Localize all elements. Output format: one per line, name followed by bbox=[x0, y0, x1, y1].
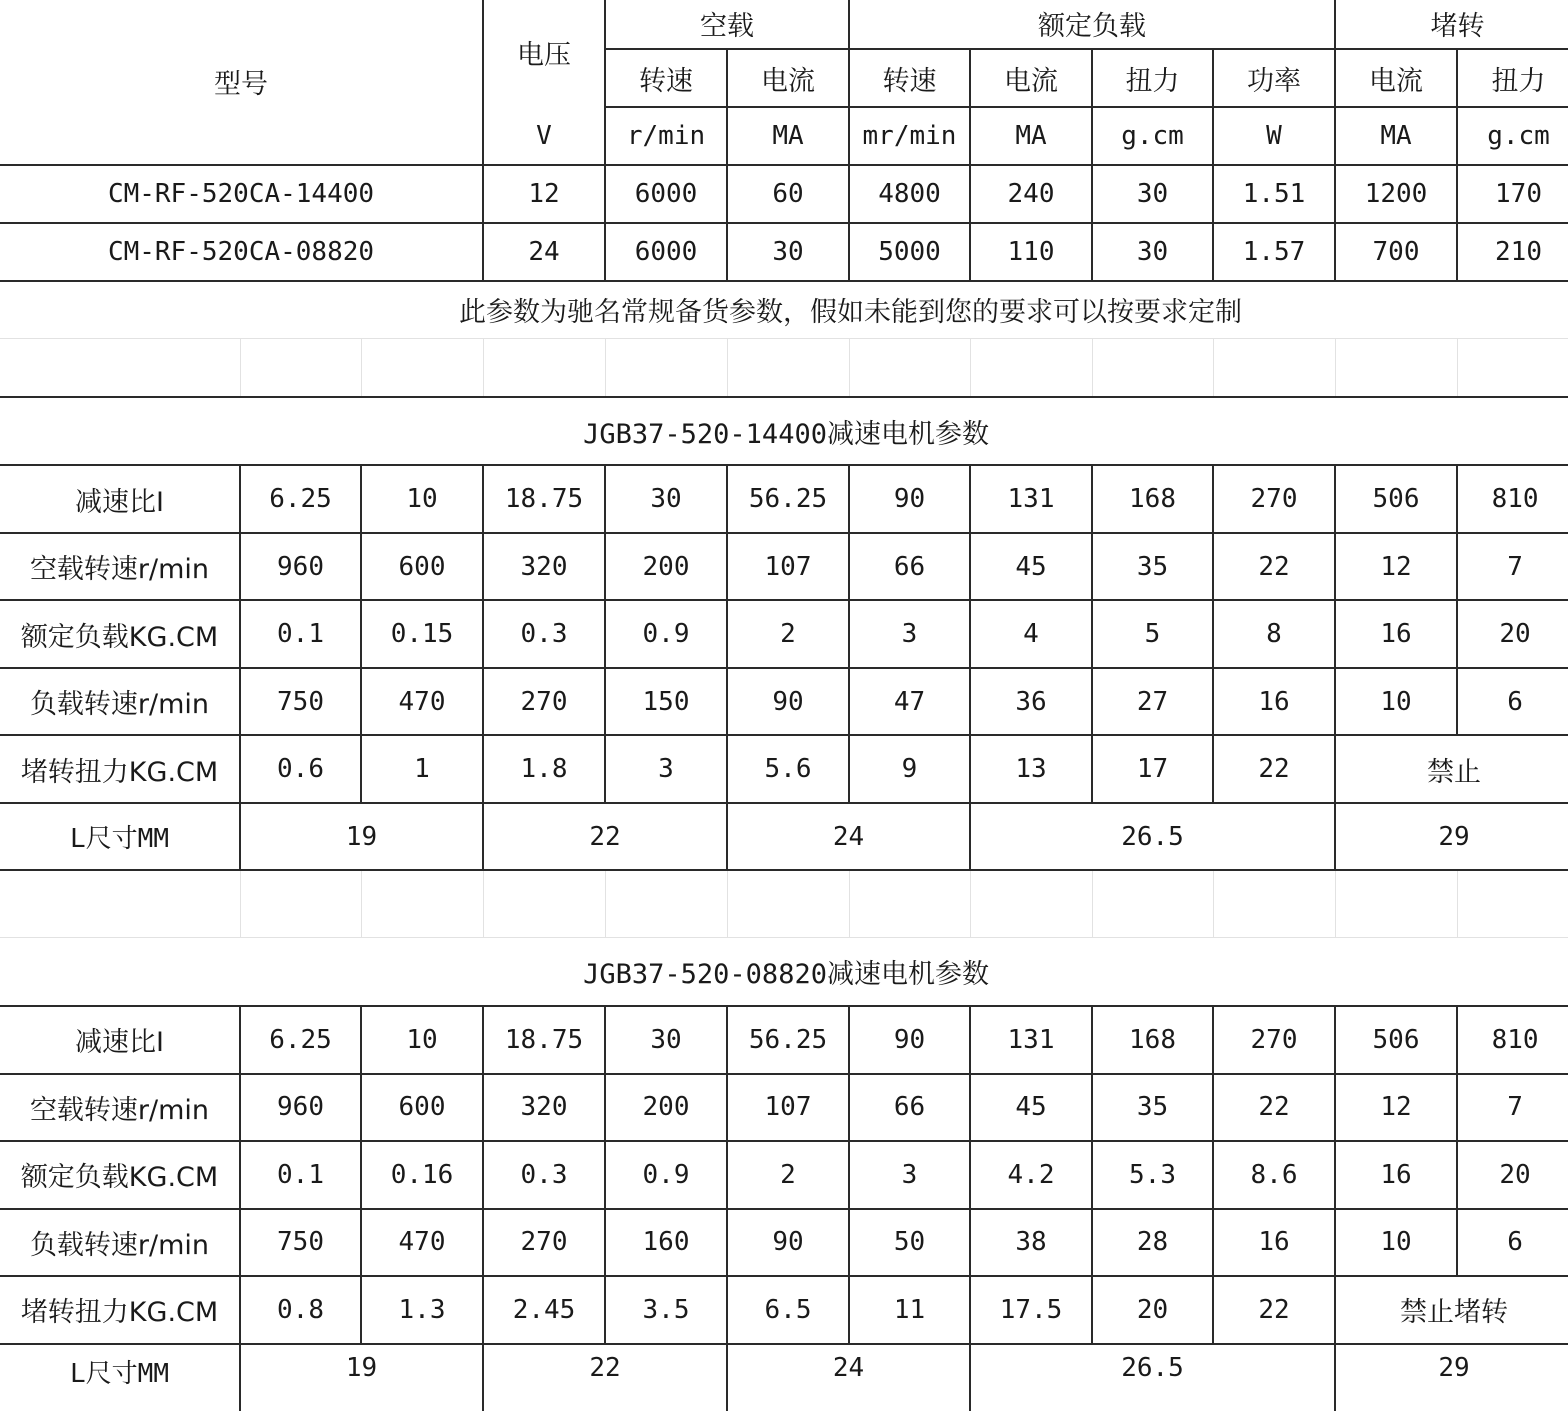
value-cell: 12 bbox=[483, 165, 605, 223]
value-cell: 90 bbox=[849, 465, 970, 533]
value-cell: 0.1 bbox=[240, 1141, 361, 1209]
value-cell: 50 bbox=[849, 1209, 970, 1276]
sub-rated-torque: 扭力 bbox=[1092, 49, 1213, 107]
header-rated-load: 额定负载 bbox=[849, 0, 1335, 49]
table-row bbox=[0, 223, 1568, 281]
table-row bbox=[0, 1141, 1568, 1209]
sub-noload-current: 电流 bbox=[727, 49, 849, 107]
value-cell: 22 bbox=[1213, 533, 1335, 600]
value-cell: 240 bbox=[970, 165, 1092, 223]
value-cell: 0.8 bbox=[240, 1276, 361, 1344]
size-cell: 19 bbox=[240, 1344, 483, 1411]
value-cell: 0.3 bbox=[483, 600, 605, 668]
table-row bbox=[0, 1276, 1568, 1344]
value-cell: 4.2 bbox=[970, 1141, 1092, 1209]
value-cell: 506 bbox=[1335, 1006, 1457, 1074]
value-cell: 270 bbox=[1213, 1006, 1335, 1074]
value-cell: 7 bbox=[1457, 1074, 1568, 1141]
value-cell: 3 bbox=[849, 600, 970, 668]
unit-noload-current: MA bbox=[727, 107, 849, 165]
value-cell: 11 bbox=[849, 1276, 970, 1344]
value-cell: 600 bbox=[361, 1074, 483, 1141]
value-cell: 6.5 bbox=[727, 1276, 849, 1344]
size-cell: 24 bbox=[727, 803, 970, 870]
value-cell: 20 bbox=[1092, 1276, 1213, 1344]
value-cell: 1.57 bbox=[1213, 223, 1335, 281]
value-cell: 60 bbox=[727, 165, 849, 223]
gear-table-title: JGB37-520-08820减速电机参数 bbox=[0, 938, 1568, 1006]
value-cell: 22 bbox=[1213, 1074, 1335, 1141]
value-cell: 30 bbox=[727, 223, 849, 281]
table-row bbox=[0, 1074, 1568, 1141]
gear-table-14400 bbox=[0, 396, 1568, 871]
unit-rated-power: W bbox=[1213, 107, 1335, 165]
value-cell: 22 bbox=[1213, 1276, 1335, 1344]
value-cell: 131 bbox=[970, 465, 1092, 533]
value-cell: 810 bbox=[1457, 465, 1568, 533]
value-cell: 18.75 bbox=[483, 465, 605, 533]
table-row bbox=[0, 165, 1568, 223]
value-cell: 47 bbox=[849, 668, 970, 735]
value-cell: 160 bbox=[605, 1209, 727, 1276]
table-row bbox=[0, 465, 1568, 533]
value-cell: 320 bbox=[483, 1074, 605, 1141]
value-cell: 10 bbox=[361, 465, 483, 533]
header-noload: 空载 bbox=[605, 0, 849, 49]
table-row bbox=[0, 1006, 1568, 1074]
value-cell: 30 bbox=[1092, 223, 1213, 281]
unit-rated-speed: mr/min bbox=[849, 107, 970, 165]
value-cell: 270 bbox=[483, 668, 605, 735]
value-cell: 0.9 bbox=[605, 1141, 727, 1209]
sub-rated-speed: 转速 bbox=[849, 49, 970, 107]
size-cell: 26.5 bbox=[970, 1344, 1335, 1411]
row-label: 额定负载KG.CM bbox=[0, 1141, 240, 1209]
value-cell: 36 bbox=[970, 668, 1092, 735]
value-cell: 24 bbox=[483, 223, 605, 281]
row-label: 减速比I bbox=[0, 465, 240, 533]
size-cell: 22 bbox=[483, 1344, 727, 1411]
value-cell: 107 bbox=[727, 1074, 849, 1141]
value-cell: 107 bbox=[727, 533, 849, 600]
value-cell: 90 bbox=[849, 1006, 970, 1074]
value-cell: 960 bbox=[240, 1074, 361, 1141]
unit-stall-current: MA bbox=[1335, 107, 1457, 165]
blank-grid-row bbox=[0, 338, 1568, 397]
value-cell: 0.1 bbox=[240, 600, 361, 668]
value-cell: 270 bbox=[1213, 465, 1335, 533]
value-cell: 0.9 bbox=[605, 600, 727, 668]
row-label: 负载转速r/min bbox=[0, 668, 240, 735]
value-cell: 22 bbox=[1213, 735, 1335, 803]
value-cell: 0.15 bbox=[361, 600, 483, 668]
value-cell: 17.5 bbox=[970, 1276, 1092, 1344]
stall-prohibited-cell: 禁止堵转 bbox=[1335, 1276, 1568, 1344]
value-cell: 16 bbox=[1213, 668, 1335, 735]
value-cell: 20 bbox=[1457, 1141, 1568, 1209]
value-cell: 1.51 bbox=[1213, 165, 1335, 223]
stall-prohibited-cell: 禁止 bbox=[1335, 735, 1568, 803]
unit-rated-torque: g.cm bbox=[1092, 107, 1213, 165]
size-cell: 26.5 bbox=[970, 803, 1335, 870]
row-label: L尺寸MM bbox=[0, 1344, 240, 1411]
size-cell: 22 bbox=[483, 803, 727, 870]
value-cell: 506 bbox=[1335, 465, 1457, 533]
value-cell: 6.25 bbox=[240, 1006, 361, 1074]
value-cell: 5 bbox=[1092, 600, 1213, 668]
value-cell: 168 bbox=[1092, 465, 1213, 533]
value-cell: 10 bbox=[1335, 1209, 1457, 1276]
value-cell: 90 bbox=[727, 1209, 849, 1276]
unit-stall-torque: g.cm bbox=[1457, 107, 1568, 165]
value-cell: 27 bbox=[1092, 668, 1213, 735]
value-cell: 810 bbox=[1457, 1006, 1568, 1074]
value-cell: 750 bbox=[240, 1209, 361, 1276]
value-cell: 200 bbox=[605, 1074, 727, 1141]
header-model: 型号 bbox=[0, 0, 483, 165]
row-label: 负载转速r/min bbox=[0, 1209, 240, 1276]
value-cell: 56.25 bbox=[727, 1006, 849, 1074]
size-cell: 24 bbox=[727, 1344, 970, 1411]
gear-table-title: JGB37-520-14400减速电机参数 bbox=[0, 397, 1568, 465]
value-cell: 0.3 bbox=[483, 1141, 605, 1209]
unit-noload-speed: r/min bbox=[605, 107, 727, 165]
size-cell: 29 bbox=[1438, 1352, 1470, 1383]
value-cell: 150 bbox=[605, 668, 727, 735]
value-cell: 66 bbox=[849, 533, 970, 600]
value-cell: 1 bbox=[361, 735, 483, 803]
row-label: L尺寸MM bbox=[0, 803, 240, 870]
value-cell: 1200 bbox=[1335, 165, 1457, 223]
value-cell: 1.8 bbox=[483, 735, 605, 803]
value-cell: 600 bbox=[361, 533, 483, 600]
stock-note: 此参数为驰名常规备货参数，假如未能到您的要求可以按要求定制 bbox=[459, 297, 1242, 328]
value-cell: 30 bbox=[605, 1006, 727, 1074]
model-cell: CM-RF-520CA-14400 bbox=[0, 165, 483, 223]
blank-grid-row bbox=[0, 871, 1568, 937]
value-cell: 10 bbox=[1335, 668, 1457, 735]
value-cell: 30 bbox=[605, 465, 727, 533]
sub-rated-power: 功率 bbox=[1213, 49, 1335, 107]
value-cell: 28 bbox=[1092, 1209, 1213, 1276]
gear-table-08820 bbox=[0, 937, 1568, 1411]
row-label: 堵转扭力KG.CM bbox=[0, 735, 240, 803]
value-cell: 16 bbox=[1335, 1141, 1457, 1209]
value-cell: 12 bbox=[1335, 1074, 1457, 1141]
value-cell: 320 bbox=[483, 533, 605, 600]
value-cell: 3 bbox=[605, 735, 727, 803]
table-row bbox=[0, 668, 1568, 735]
value-cell: 4800 bbox=[849, 165, 970, 223]
row-label: 空载转速r/min bbox=[0, 1074, 240, 1141]
value-cell: 210 bbox=[1457, 223, 1568, 281]
value-cell: 1.3 bbox=[361, 1276, 483, 1344]
value-cell: 110 bbox=[970, 223, 1092, 281]
value-cell: 13 bbox=[970, 735, 1092, 803]
value-cell: 6000 bbox=[605, 223, 727, 281]
row-label: 空载转速r/min bbox=[0, 533, 240, 600]
value-cell: 6000 bbox=[605, 165, 727, 223]
value-cell: 700 bbox=[1335, 223, 1457, 281]
unit-voltage: V bbox=[483, 107, 605, 165]
value-cell: 168 bbox=[1092, 1006, 1213, 1074]
value-cell: 5000 bbox=[849, 223, 970, 281]
value-cell: 960 bbox=[240, 533, 361, 600]
value-cell: 2 bbox=[727, 1141, 849, 1209]
value-cell: 18.75 bbox=[483, 1006, 605, 1074]
row-label: 减速比I bbox=[0, 1006, 240, 1074]
row-label: 堵转扭力KG.CM bbox=[0, 1276, 240, 1344]
value-cell: 20 bbox=[1457, 600, 1568, 668]
value-cell: 30 bbox=[1092, 165, 1213, 223]
table-row bbox=[0, 1209, 1568, 1276]
value-cell: 17 bbox=[1092, 735, 1213, 803]
value-cell: 470 bbox=[361, 668, 483, 735]
value-cell: 8.6 bbox=[1213, 1141, 1335, 1209]
value-cell: 12 bbox=[1335, 533, 1457, 600]
value-cell: 2 bbox=[727, 600, 849, 668]
value-cell: 35 bbox=[1092, 1074, 1213, 1141]
header-voltage: 电压 bbox=[483, 0, 605, 107]
value-cell: 5.6 bbox=[727, 735, 849, 803]
value-cell: 45 bbox=[970, 1074, 1092, 1141]
table-row bbox=[0, 735, 1568, 803]
value-cell: 56.25 bbox=[727, 465, 849, 533]
value-cell: 3.5 bbox=[605, 1276, 727, 1344]
row-label: 额定负载KG.CM bbox=[0, 600, 240, 668]
value-cell: 35 bbox=[1092, 533, 1213, 600]
value-cell: 270 bbox=[483, 1209, 605, 1276]
value-cell: 90 bbox=[727, 668, 849, 735]
value-cell: 38 bbox=[970, 1209, 1092, 1276]
value-cell: 470 bbox=[361, 1209, 483, 1276]
value-cell: 16 bbox=[1213, 1209, 1335, 1276]
model-cell: CM-RF-520CA-08820 bbox=[0, 223, 483, 281]
value-cell: 9 bbox=[849, 735, 970, 803]
value-cell: 200 bbox=[605, 533, 727, 600]
sub-stall-torque: 扭力 bbox=[1457, 49, 1568, 107]
value-cell: 7 bbox=[1457, 533, 1568, 600]
value-cell: 45 bbox=[970, 533, 1092, 600]
value-cell: 6 bbox=[1457, 668, 1568, 735]
value-cell: 170 bbox=[1457, 165, 1568, 223]
size-cell: 29 bbox=[1335, 803, 1568, 870]
sub-rated-current: 电流 bbox=[970, 49, 1092, 107]
sub-noload-speed: 转速 bbox=[605, 49, 727, 107]
value-cell: 6.25 bbox=[240, 465, 361, 533]
value-cell: 16 bbox=[1335, 600, 1457, 668]
value-cell: 750 bbox=[240, 668, 361, 735]
value-cell: 3 bbox=[849, 1141, 970, 1209]
value-cell: 4 bbox=[970, 600, 1092, 668]
value-cell: 10 bbox=[361, 1006, 483, 1074]
table-row bbox=[0, 533, 1568, 600]
motor-spec-table bbox=[0, 0, 1568, 337]
header-stall: 堵转 bbox=[1335, 0, 1568, 49]
value-cell: 8 bbox=[1213, 600, 1335, 668]
value-cell: 6 bbox=[1457, 1209, 1568, 1276]
value-cell: 0.16 bbox=[361, 1141, 483, 1209]
value-cell: 5.3 bbox=[1092, 1141, 1213, 1209]
unit-rated-current: MA bbox=[970, 107, 1092, 165]
value-cell: 66 bbox=[849, 1074, 970, 1141]
value-cell: 2.45 bbox=[483, 1276, 605, 1344]
size-cell: 19 bbox=[240, 803, 483, 870]
table-row bbox=[0, 1344, 1568, 1411]
sub-stall-current: 电流 bbox=[1335, 49, 1457, 107]
value-cell: 131 bbox=[970, 1006, 1092, 1074]
table-row bbox=[0, 600, 1568, 668]
table-row bbox=[0, 803, 1568, 870]
value-cell: 0.6 bbox=[240, 735, 361, 803]
